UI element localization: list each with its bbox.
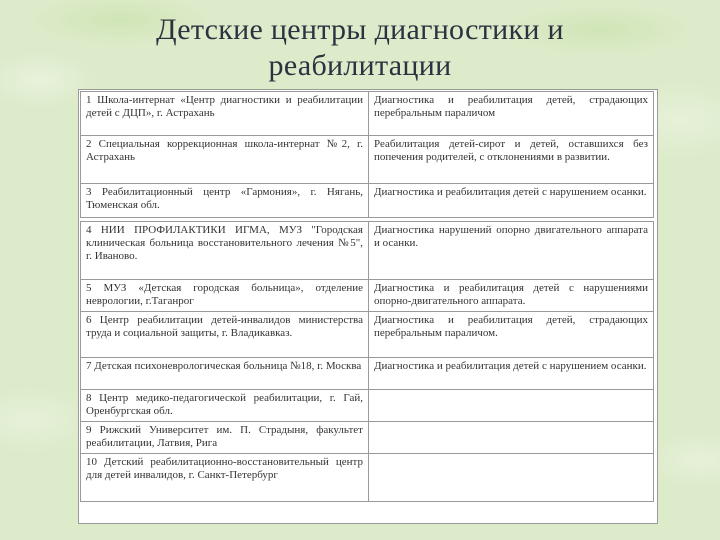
- institution-cell: 9 Рижский Университет им. П. Страдыня, факультет реабилитации, Латвия, Рига: [81, 422, 369, 454]
- table-row: [81, 184, 654, 218]
- institution-cell: 1 Школа-интернат «Центр диагностики и реабилитации детей с ДЦП», г. Астрахань: [81, 92, 369, 136]
- table-row: [81, 222, 654, 280]
- table-row: [81, 312, 654, 358]
- institution-cell: 2 Специальная коррекционная школа-интернат №2, г. Астрахань: [81, 136, 369, 184]
- institution-cell: 8 Центр медико-педагогической реабилитации, г. Гай, Оренбургская обл.: [81, 390, 369, 422]
- focus-cell: Диагностика и реабилитация детей, страдающих перебральным параличом: [369, 92, 654, 136]
- focus-cell: [369, 390, 654, 422]
- focus-cell: Диагностика нарушений опорно двигательного аппарата и осанки.: [369, 222, 654, 280]
- table-row: [81, 358, 654, 390]
- slide-title-line2: реабилитации: [268, 49, 452, 82]
- focus-cell: Диагностика и реабилитация детей с нарушением осанки.: [369, 358, 654, 390]
- table-row: [81, 280, 654, 312]
- institution-cell: 7 Детская психоневрологическая больница №18, г. Москва: [81, 358, 369, 390]
- institution-cell: 6 Центр реабилитации детей-инвалидов министерства труда и социальной защиты, г. Владикавказ.: [81, 312, 369, 358]
- slide-title-line1: Детские центры диагностики и: [156, 13, 564, 46]
- centers-table: [78, 89, 658, 524]
- focus-cell: [369, 454, 654, 502]
- table-row: [81, 92, 654, 136]
- institution-cell: 4 НИИ ПРОФИЛАКТИКИ ИГМА, МУЗ "Городская клиническая больница восстановительного лечения №5", г. Иваново.: [81, 222, 369, 280]
- table-row: [81, 390, 654, 422]
- focus-cell: Реабилитация детей-сирот и детей, оставшихся без попечения родителей, с отклонениями в развитии.: [369, 136, 654, 184]
- focus-cell: [369, 422, 654, 454]
- table-row: [81, 454, 654, 502]
- table-row: [81, 136, 654, 184]
- institution-cell: 3 Реабилитационный центр «Гармония», г. Нягань, Тюменская обл.: [81, 184, 369, 218]
- slide-title: [60, 12, 660, 84]
- institution-cell: 10 Детский реабилитационно-восстановительный центр для детей инвалидов, г. Санкт-Петербург: [81, 454, 369, 502]
- focus-cell: Диагностика и реабилитация детей с нарушениями опорно-двигательного аппарата.: [369, 280, 654, 312]
- institution-cell: 5 МУЗ «Детская городская больница», отделение неврологии, г.Таганрог: [81, 280, 369, 312]
- focus-cell: Диагностика и реабилитация детей, страдающих перебральным параличом.: [369, 312, 654, 358]
- focus-cell: Диагностика и реабилитация детей с нарушением осанки.: [369, 184, 654, 218]
- table-row: [81, 422, 654, 454]
